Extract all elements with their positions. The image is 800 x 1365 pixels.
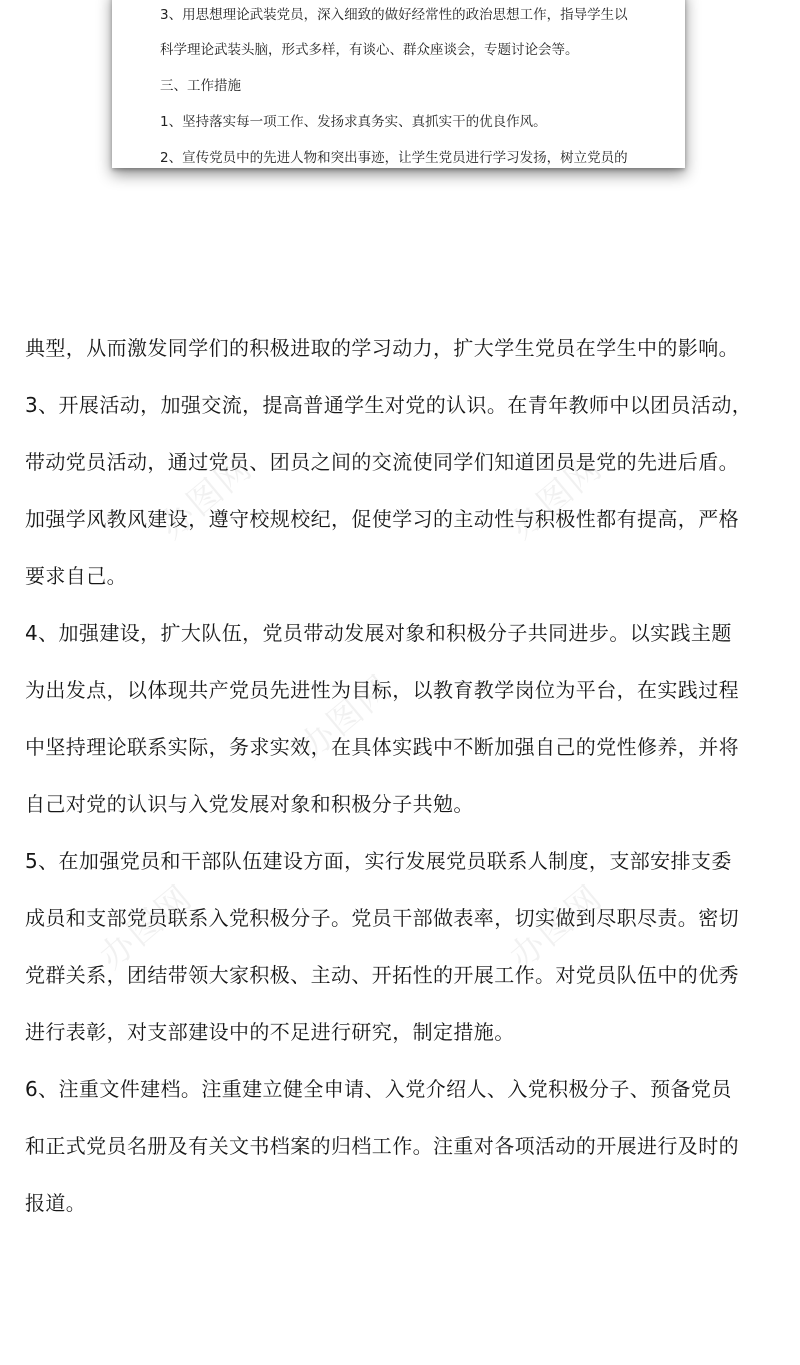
text-line: 成员和支部党员联系入党积极分子。党员干部做表率，切实做到尽职尽责。密切: [25, 906, 739, 930]
text-line: 自己对党的认识与入党发展对象和积极分子共勉。: [25, 792, 474, 816]
text-line: 和正式党员名册及有关文书档案的归档工作。注重对各项活动的开展进行及时的: [25, 1134, 739, 1158]
text-line: 为出发点，以体现共产党员先进性为目标，以教育教学岗位为平台，在实践过程: [25, 678, 739, 702]
text-line: 带动党员活动，通过党员、团员之间的交流使同学们知道团员是党的先进后盾。: [25, 450, 739, 474]
text-line: 6、注重文件建档。注重建立健全申请、入党介绍人、入党积极分子、预备党员: [25, 1077, 732, 1101]
text-line: 进行表彰，对支部建设中的不足进行研究，制定措施。: [25, 1020, 515, 1044]
text-line: 要求自己。: [25, 564, 127, 588]
text-line: 加强学风教风建设，遵守校规校纪，促使学习的主动性与积极性都有提高，严格: [25, 507, 739, 531]
text-line: 中坚持理论联系实际，务求实效，在具体实践中不断加强自己的党性修养，并将: [25, 735, 739, 759]
text-line: 4、加强建设，扩大队伍，党员带动发展对象和积极分子共同进步。以实践主题: [25, 621, 732, 645]
watermark: 办图网: [502, 447, 611, 548]
watermark: 办图网: [92, 877, 201, 978]
preview-line: 1、坚持落实每一项工作、发扬求真务实、真抓实干的优良作风。: [160, 114, 547, 130]
watermark: 办图网: [292, 667, 401, 768]
document-body: [25, 320, 781, 1232]
preview-line: 3、用思想理论武装党员，深入细致的做好经常性的政治思想工作，指导学生以: [160, 7, 628, 23]
text-line: 报道。: [25, 1191, 87, 1215]
text-line: 3、开展活动，加强交流，提高普通学生对党的认识。在青年教师中以团员活动，: [25, 393, 753, 417]
text-line: 5、在加强党员和干部队伍建设方面，实行发展党员联系人制度，支部安排支委: [25, 849, 732, 873]
document-preview-card: [112, 0, 685, 168]
preview-heading: 三、工作措施: [160, 78, 241, 94]
preview-line: 2、宣传党员中的先进人物和突出事迹，让学生党员进行学习发扬，树立党员的: [160, 150, 628, 166]
watermark: 办图网: [152, 447, 261, 548]
watermark: 办图网: [502, 877, 611, 978]
text-line: 党群关系，团结带领大家积极、主动、开拓性的开展工作。对党员队伍中的优秀: [25, 963, 739, 987]
preview-line: 科学理论武装头脑，形式多样，有谈心、群众座谈会，专题讨论会等。: [160, 42, 579, 58]
text-line: 典型，从而激发同学们的积极进取的学习动力，扩大学生党员在学生中的影响。: [25, 336, 739, 360]
